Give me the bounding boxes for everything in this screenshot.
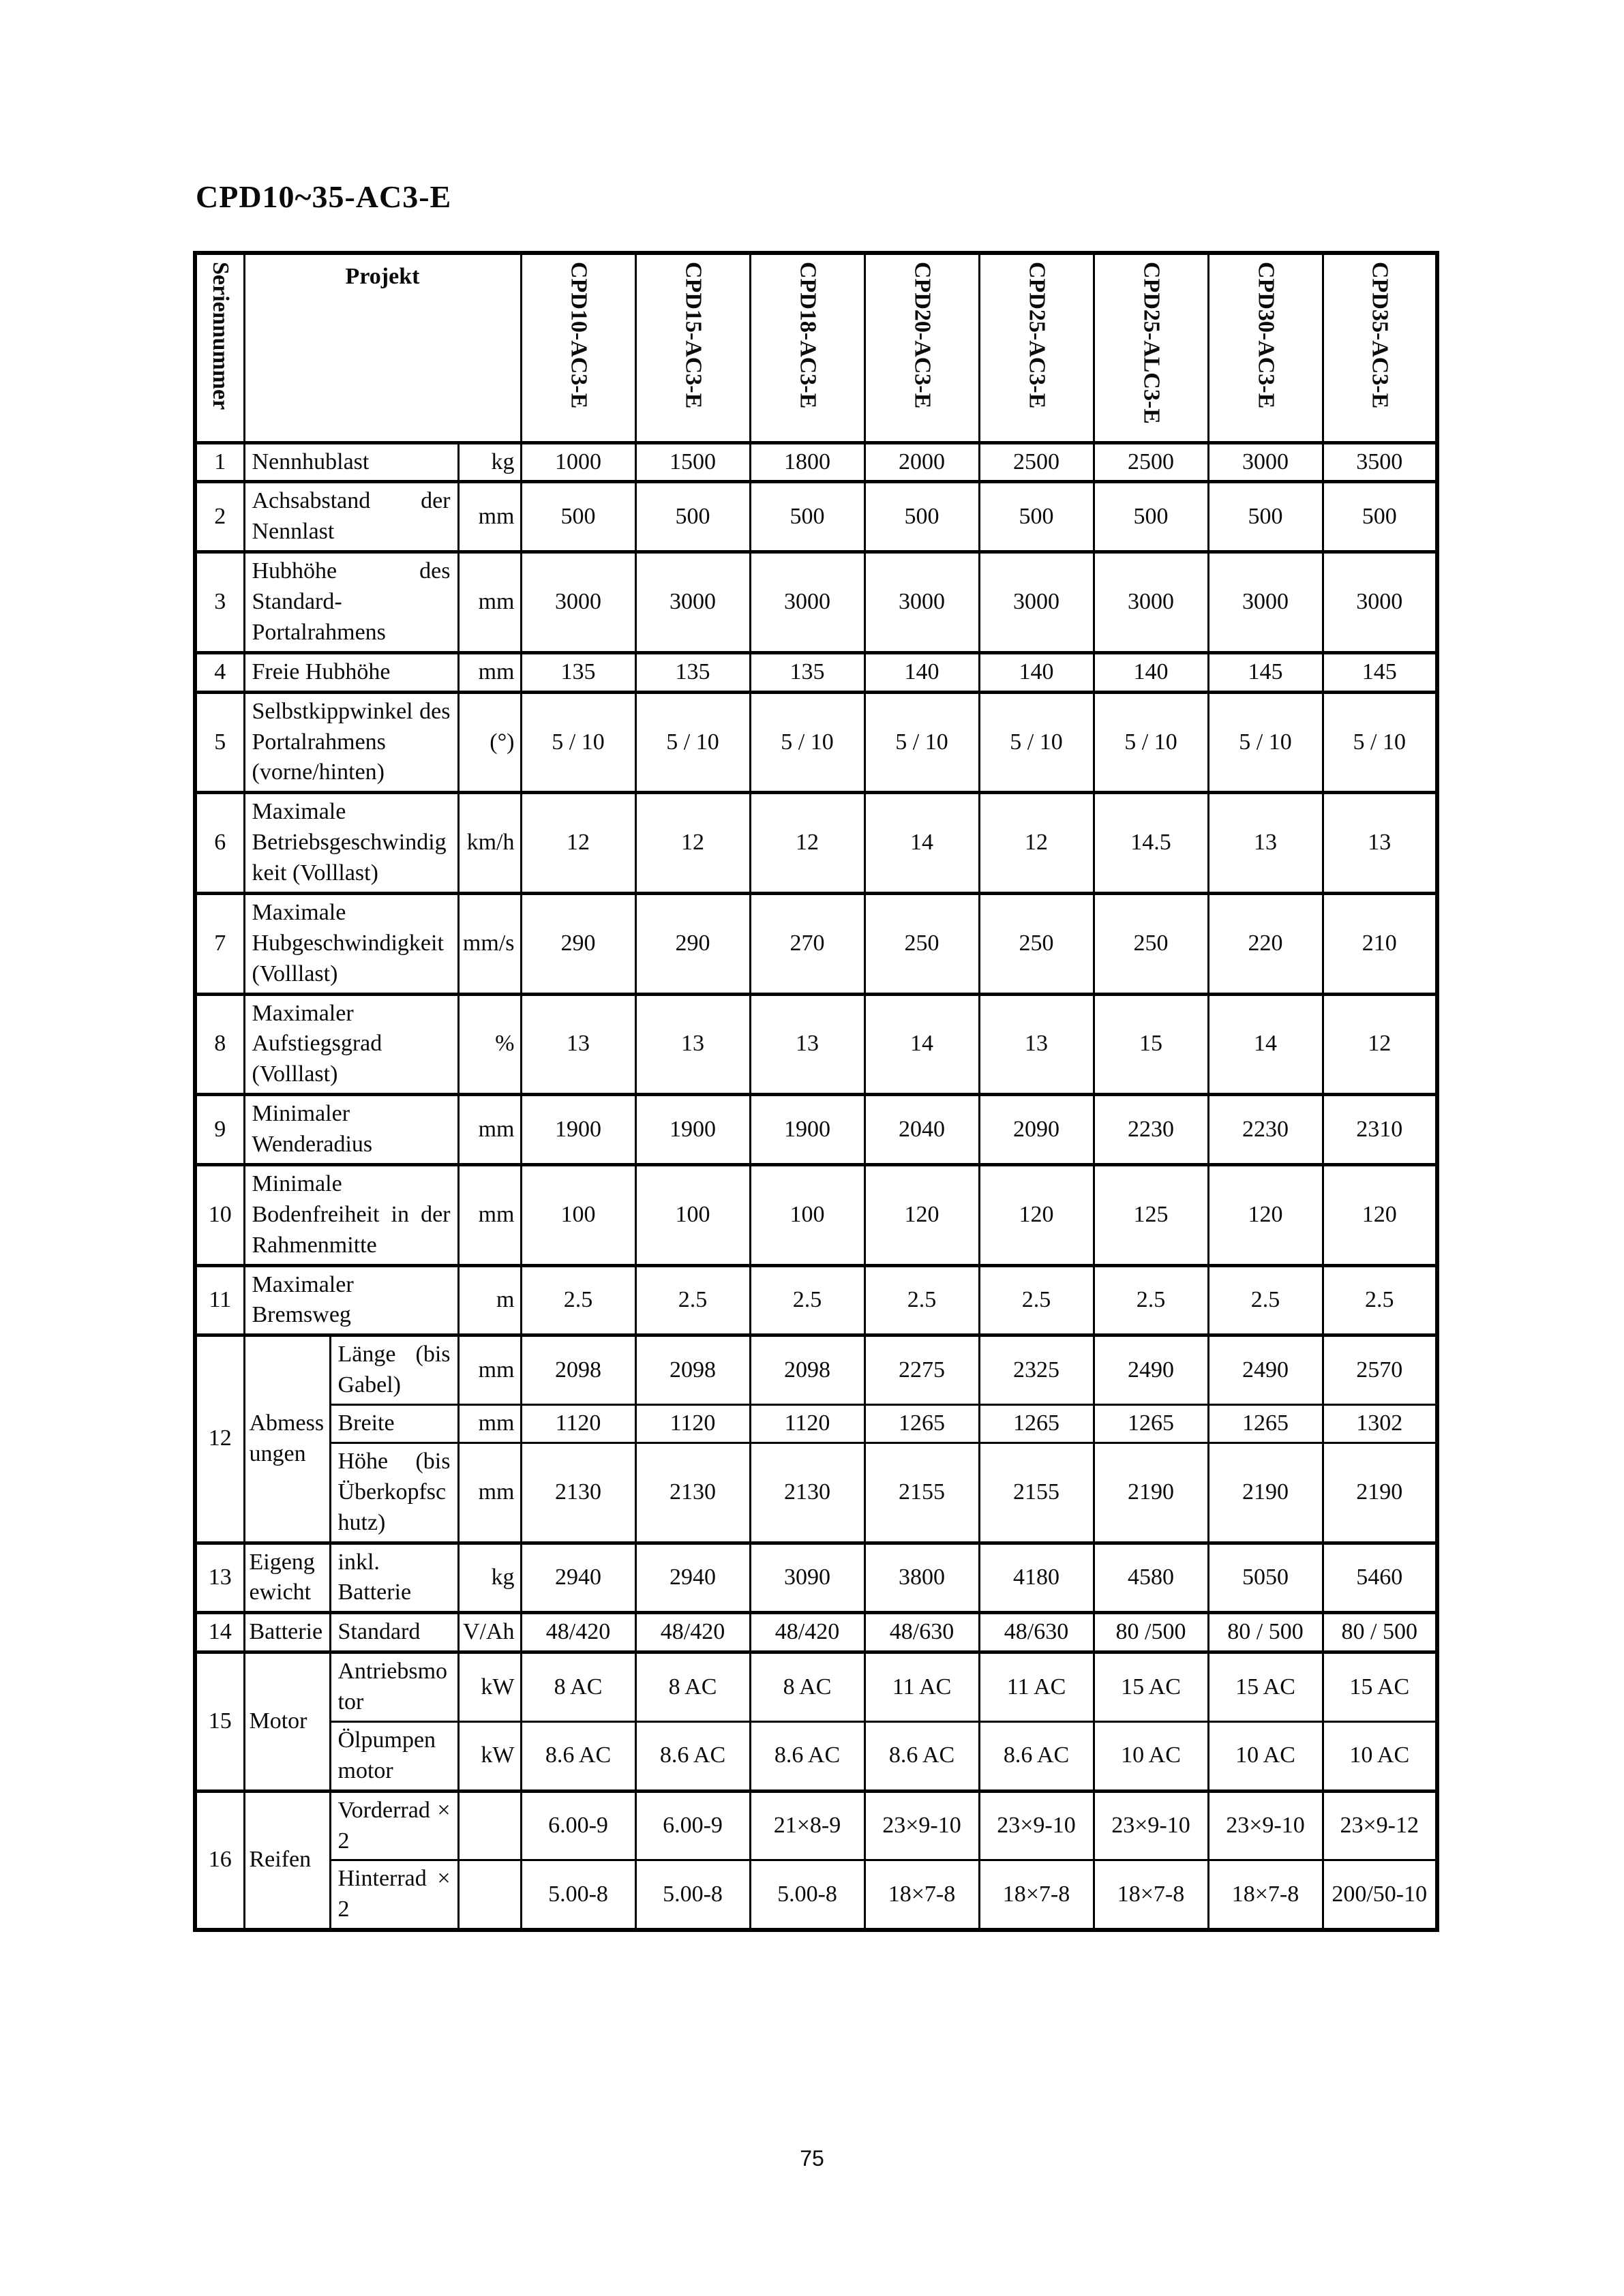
value-cell: 13 (750, 994, 864, 1095)
value-cell: 2.5 (979, 1265, 1094, 1335)
value-cell: 4580 (1094, 1543, 1208, 1613)
row-label-cell: Höhe (bis Überkopfschutz) (330, 1442, 458, 1543)
value-cell: 8.6 AC (635, 1721, 750, 1791)
value-cell: 1800 (750, 442, 864, 482)
value-cell: 5 / 10 (1094, 692, 1208, 793)
value-cell: 14.5 (1094, 793, 1208, 894)
table-row (195, 1442, 1437, 1543)
value-cell: 8 AC (750, 1652, 864, 1722)
value-cell: 270 (750, 893, 864, 994)
projekt-label: Projekt (345, 264, 420, 289)
value-cell: 80 /500 (1094, 1613, 1208, 1652)
unit-cell (458, 1791, 521, 1860)
unit-cell: m (458, 1265, 521, 1335)
row-label-cell: Maximaler Aufstiegsgrad (Volllast) (244, 994, 458, 1095)
unit-cell: mm (458, 1405, 521, 1443)
value-cell: 8 AC (635, 1652, 750, 1722)
value-cell: 100 (635, 1164, 750, 1265)
value-cell: 2.5 (1208, 1265, 1323, 1335)
value-cell: 11 AC (864, 1652, 979, 1722)
value-cell: 14 (864, 793, 979, 894)
table-row (195, 442, 1437, 482)
value-cell: 2155 (864, 1442, 979, 1543)
row-label-cell: Achsabstand der Nennlast (244, 482, 458, 552)
value-cell: 2.5 (864, 1265, 979, 1335)
value-cell: 2570 (1323, 1335, 1437, 1405)
value-cell: 5050 (1208, 1543, 1323, 1613)
unit-cell: kW (458, 1721, 521, 1791)
value-cell: 23×9-10 (1208, 1791, 1323, 1860)
value-cell: 2.5 (521, 1265, 635, 1335)
value-cell: 5 / 10 (979, 692, 1094, 793)
table-row (195, 1721, 1437, 1791)
row-label-cell: Nennhublast (244, 442, 458, 482)
value-cell: 2500 (979, 442, 1094, 482)
value-cell: 2230 (1094, 1095, 1208, 1165)
unit-cell: kg (458, 1543, 521, 1613)
value-cell: 1302 (1323, 1405, 1437, 1443)
value-cell: 4180 (979, 1543, 1094, 1613)
row-label-cell: inkl. Batterie (330, 1543, 458, 1613)
value-cell: 1265 (979, 1405, 1094, 1443)
value-cell: 12 (979, 793, 1094, 894)
value-cell: 2190 (1208, 1442, 1323, 1543)
row-number-cell: 5 (195, 692, 244, 793)
page-number: 75 (800, 2146, 824, 2171)
value-cell: 3000 (750, 552, 864, 653)
model-header: CPD25-ALC3-E (1094, 253, 1208, 442)
value-cell: 12 (750, 793, 864, 894)
value-cell: 2155 (979, 1442, 1094, 1543)
value-cell: 14 (1208, 994, 1323, 1095)
value-cell: 2098 (521, 1335, 635, 1405)
value-cell: 2490 (1208, 1335, 1323, 1405)
corner-seriennummer (195, 253, 244, 442)
value-cell: 18×7-8 (979, 1860, 1094, 1930)
value-cell: 23×9-10 (979, 1791, 1094, 1860)
value-cell: 13 (635, 994, 750, 1095)
value-cell: 500 (979, 482, 1094, 552)
seriennummer-label: Seriennummer (208, 262, 234, 410)
value-cell: 8.6 AC (521, 1721, 635, 1791)
value-cell: 18×7-8 (1208, 1860, 1323, 1930)
value-cell: 500 (1208, 482, 1323, 552)
model-header: CPD15-AC3-E (635, 253, 750, 442)
value-cell: 500 (521, 482, 635, 552)
value-cell: 290 (635, 893, 750, 994)
value-cell: 210 (1323, 893, 1437, 994)
value-cell: 5 / 10 (635, 692, 750, 793)
value-cell: 1120 (635, 1405, 750, 1443)
table-row (195, 1652, 1437, 1722)
row-number-cell: 2 (195, 482, 244, 552)
value-cell: 2130 (521, 1442, 635, 1543)
value-cell: 48/630 (979, 1613, 1094, 1652)
value-cell: 2190 (1323, 1442, 1437, 1543)
value-cell: 21×8-9 (750, 1791, 864, 1860)
row-label-cell: Vorderrad × 2 (330, 1791, 458, 1860)
value-cell: 8.6 AC (750, 1721, 864, 1791)
value-cell: 11 AC (979, 1652, 1094, 1722)
unit-cell: mm (458, 1095, 521, 1165)
value-cell: 18×7-8 (864, 1860, 979, 1930)
value-cell: 1000 (521, 442, 635, 482)
table-row (195, 1095, 1437, 1165)
row-label-cell: Hubhöhe des Standard- Portalrahmens (244, 552, 458, 653)
value-cell: 5.00-8 (521, 1860, 635, 1930)
value-cell: 48/420 (750, 1613, 864, 1652)
table-row (195, 1543, 1437, 1613)
unit-cell (458, 1860, 521, 1930)
value-cell: 48/420 (635, 1613, 750, 1652)
value-cell: 23×9-10 (864, 1791, 979, 1860)
row-number-cell: 15 (195, 1652, 244, 1792)
value-cell: 120 (979, 1164, 1094, 1265)
row-number-cell: 8 (195, 994, 244, 1095)
table-row (195, 692, 1437, 793)
table-row (195, 1265, 1437, 1335)
value-cell: 48/420 (521, 1613, 635, 1652)
header-row (195, 253, 1437, 442)
value-cell: 1120 (521, 1405, 635, 1443)
group-label-cell: Abmessungen (244, 1335, 330, 1543)
row-label-cell: Breite (330, 1405, 458, 1443)
value-cell: 2.5 (635, 1265, 750, 1335)
table-row (195, 793, 1437, 894)
value-cell: 48/630 (864, 1613, 979, 1652)
spec-table (193, 251, 1439, 1932)
value-cell: 13 (1208, 793, 1323, 894)
value-cell: 15 AC (1208, 1652, 1323, 1722)
table-row (195, 1791, 1437, 1860)
row-number-cell: 7 (195, 893, 244, 994)
value-cell: 23×9-12 (1323, 1791, 1437, 1860)
value-cell: 3000 (1208, 442, 1323, 482)
unit-cell: (°) (458, 692, 521, 793)
value-cell: 6.00-9 (635, 1791, 750, 1860)
unit-cell: V/Ah (458, 1613, 521, 1652)
value-cell: 10 AC (1323, 1721, 1437, 1791)
value-cell: 3000 (1094, 552, 1208, 653)
value-cell: 2000 (864, 442, 979, 482)
value-cell: 1900 (635, 1095, 750, 1165)
value-cell: 2.5 (750, 1265, 864, 1335)
value-cell: 6.00-9 (521, 1791, 635, 1860)
row-label-cell: Maximale Betriebsgeschwindigkeit (Volllast) (244, 793, 458, 894)
value-cell: 13 (521, 994, 635, 1095)
row-label-cell: Hinterrad × 2 (330, 1860, 458, 1930)
unit-cell: mm (458, 482, 521, 552)
group-label-cell: Motor (244, 1652, 330, 1792)
value-cell: 10 AC (1094, 1721, 1208, 1791)
value-cell: 140 (1094, 652, 1208, 692)
value-cell: 1120 (750, 1405, 864, 1443)
value-cell: 3000 (635, 552, 750, 653)
value-cell: 3000 (1208, 552, 1323, 653)
value-cell: 2.5 (1094, 1265, 1208, 1335)
value-cell: 250 (864, 893, 979, 994)
table-row (195, 482, 1437, 552)
row-label-cell: Antriebsmotor (330, 1652, 458, 1722)
value-cell: 18×7-8 (1094, 1860, 1208, 1930)
value-cell: 2130 (750, 1442, 864, 1543)
unit-cell: % (458, 994, 521, 1095)
value-cell: 2040 (864, 1095, 979, 1165)
model-header: CPD18-AC3-E (750, 253, 864, 442)
value-cell: 3000 (864, 552, 979, 653)
table-row (195, 994, 1437, 1095)
unit-cell: kW (458, 1652, 521, 1722)
row-label-cell: Standard (330, 1613, 458, 1652)
value-cell: 140 (864, 652, 979, 692)
value-cell: 500 (1323, 482, 1437, 552)
model-header: CPD20-AC3-E (864, 253, 979, 442)
unit-cell: kg (458, 442, 521, 482)
value-cell: 5 / 10 (864, 692, 979, 793)
row-number-cell: 1 (195, 442, 244, 482)
row-label-cell: Ölpumpenmotor (330, 1721, 458, 1791)
value-cell: 12 (521, 793, 635, 894)
table-row (195, 1613, 1437, 1652)
value-cell: 15 AC (1323, 1652, 1437, 1722)
value-cell: 250 (1094, 893, 1208, 994)
row-label-cell: Selbstkippwinkel des Portalrahmens (vorne/hinten) (244, 692, 458, 793)
value-cell: 8 AC (521, 1652, 635, 1722)
value-cell: 145 (1323, 652, 1437, 692)
table-row (195, 552, 1437, 653)
value-cell: 140 (979, 652, 1094, 692)
page-title: CPD10~35-AC3-E (196, 179, 452, 214)
corner-projekt (244, 253, 521, 442)
value-cell: 5 / 10 (1208, 692, 1323, 793)
unit-cell: mm/s (458, 893, 521, 994)
group-label-cell: Eigengewicht (244, 1543, 330, 1613)
value-cell: 5.00-8 (750, 1860, 864, 1930)
table-row (195, 893, 1437, 994)
value-cell: 2130 (635, 1442, 750, 1543)
unit-cell: mm (458, 1164, 521, 1265)
unit-cell: mm (458, 552, 521, 653)
table-row (195, 1335, 1437, 1405)
value-cell: 135 (635, 652, 750, 692)
value-cell: 2190 (1094, 1442, 1208, 1543)
row-label-cell: Länge (bis Gabel) (330, 1335, 458, 1405)
row-label-cell: Freie Hubhöhe (244, 652, 458, 692)
value-cell: 125 (1094, 1164, 1208, 1265)
unit-cell: mm (458, 1442, 521, 1543)
value-cell: 14 (864, 994, 979, 1095)
value-cell: 2090 (979, 1095, 1094, 1165)
value-cell: 2098 (750, 1335, 864, 1405)
row-number-cell: 13 (195, 1543, 244, 1613)
model-header: CPD30-AC3-E (1208, 253, 1323, 442)
value-cell: 3500 (1323, 442, 1437, 482)
row-number-cell: 4 (195, 652, 244, 692)
value-cell: 5 / 10 (1323, 692, 1437, 793)
value-cell: 2275 (864, 1335, 979, 1405)
value-cell: 3000 (521, 552, 635, 653)
value-cell: 13 (1323, 793, 1437, 894)
model-header: CPD25-AC3-E (979, 253, 1094, 442)
value-cell: 3000 (979, 552, 1094, 653)
value-cell: 500 (864, 482, 979, 552)
value-cell: 120 (864, 1164, 979, 1265)
value-cell: 2.5 (1323, 1265, 1437, 1335)
value-cell: 500 (750, 482, 864, 552)
row-number-cell: 10 (195, 1164, 244, 1265)
value-cell: 100 (750, 1164, 864, 1265)
value-cell: 120 (1323, 1164, 1437, 1265)
value-cell: 1900 (521, 1095, 635, 1165)
value-cell: 15 (1094, 994, 1208, 1095)
value-cell: 135 (750, 652, 864, 692)
row-number-cell: 16 (195, 1791, 244, 1930)
value-cell: 12 (1323, 994, 1437, 1095)
unit-cell: mm (458, 652, 521, 692)
value-cell: 2490 (1094, 1335, 1208, 1405)
row-number-cell: 14 (195, 1613, 244, 1652)
group-label-cell: Batterie (244, 1613, 330, 1652)
value-cell: 5 / 10 (521, 692, 635, 793)
value-cell: 290 (521, 893, 635, 994)
value-cell: 3090 (750, 1543, 864, 1613)
group-label-cell: Reifen (244, 1791, 330, 1930)
value-cell: 1265 (1094, 1405, 1208, 1443)
value-cell: 1900 (750, 1095, 864, 1165)
table-row (195, 652, 1437, 692)
value-cell: 5 / 10 (750, 692, 864, 793)
table-row (195, 1405, 1437, 1443)
value-cell: 500 (1094, 482, 1208, 552)
value-cell: 80 / 500 (1208, 1613, 1323, 1652)
row-label-cell: Maximale Hubgeschwindigkeit (Volllast) (244, 893, 458, 994)
row-number-cell: 6 (195, 793, 244, 894)
value-cell: 2310 (1323, 1095, 1437, 1165)
row-number-cell: 9 (195, 1095, 244, 1165)
value-cell: 100 (521, 1164, 635, 1265)
value-cell: 200/50-10 (1323, 1860, 1437, 1930)
value-cell: 2325 (979, 1335, 1094, 1405)
model-header: CPD10-AC3-E (521, 253, 635, 442)
value-cell: 3800 (864, 1543, 979, 1613)
value-cell: 2940 (521, 1543, 635, 1613)
value-cell: 5.00-8 (635, 1860, 750, 1930)
value-cell: 220 (1208, 893, 1323, 994)
value-cell: 15 AC (1094, 1652, 1208, 1722)
value-cell: 250 (979, 893, 1094, 994)
model-header: CPD35-AC3-E (1323, 253, 1437, 442)
value-cell: 145 (1208, 652, 1323, 692)
value-cell: 2230 (1208, 1095, 1323, 1165)
value-cell: 8.6 AC (864, 1721, 979, 1791)
value-cell: 12 (635, 793, 750, 894)
value-cell: 23×9-10 (1094, 1791, 1208, 1860)
value-cell: 1500 (635, 442, 750, 482)
row-number-cell: 12 (195, 1335, 244, 1543)
value-cell: 5460 (1323, 1543, 1437, 1613)
value-cell: 1265 (1208, 1405, 1323, 1443)
value-cell: 135 (521, 652, 635, 692)
value-cell: 13 (979, 994, 1094, 1095)
table-row (195, 1860, 1437, 1930)
value-cell: 3000 (1323, 552, 1437, 653)
value-cell: 8.6 AC (979, 1721, 1094, 1791)
value-cell: 1265 (864, 1405, 979, 1443)
value-cell: 2500 (1094, 442, 1208, 482)
spec-table-body (195, 442, 1437, 1930)
row-label-cell: Minimaler Wenderadius (244, 1095, 458, 1165)
value-cell: 80 / 500 (1323, 1613, 1437, 1652)
value-cell: 2940 (635, 1543, 750, 1613)
value-cell: 500 (635, 482, 750, 552)
row-label-cell: Maximaler Bremsweg (244, 1265, 458, 1335)
row-number-cell: 3 (195, 552, 244, 653)
unit-cell: km/h (458, 793, 521, 894)
value-cell: 2098 (635, 1335, 750, 1405)
value-cell: 10 AC (1208, 1721, 1323, 1791)
table-row (195, 1164, 1437, 1265)
value-cell: 120 (1208, 1164, 1323, 1265)
unit-cell: mm (458, 1335, 521, 1405)
row-label-cell: Minimale Bodenfreiheit in der Rahmenmitte (244, 1164, 458, 1265)
row-number-cell: 11 (195, 1265, 244, 1335)
